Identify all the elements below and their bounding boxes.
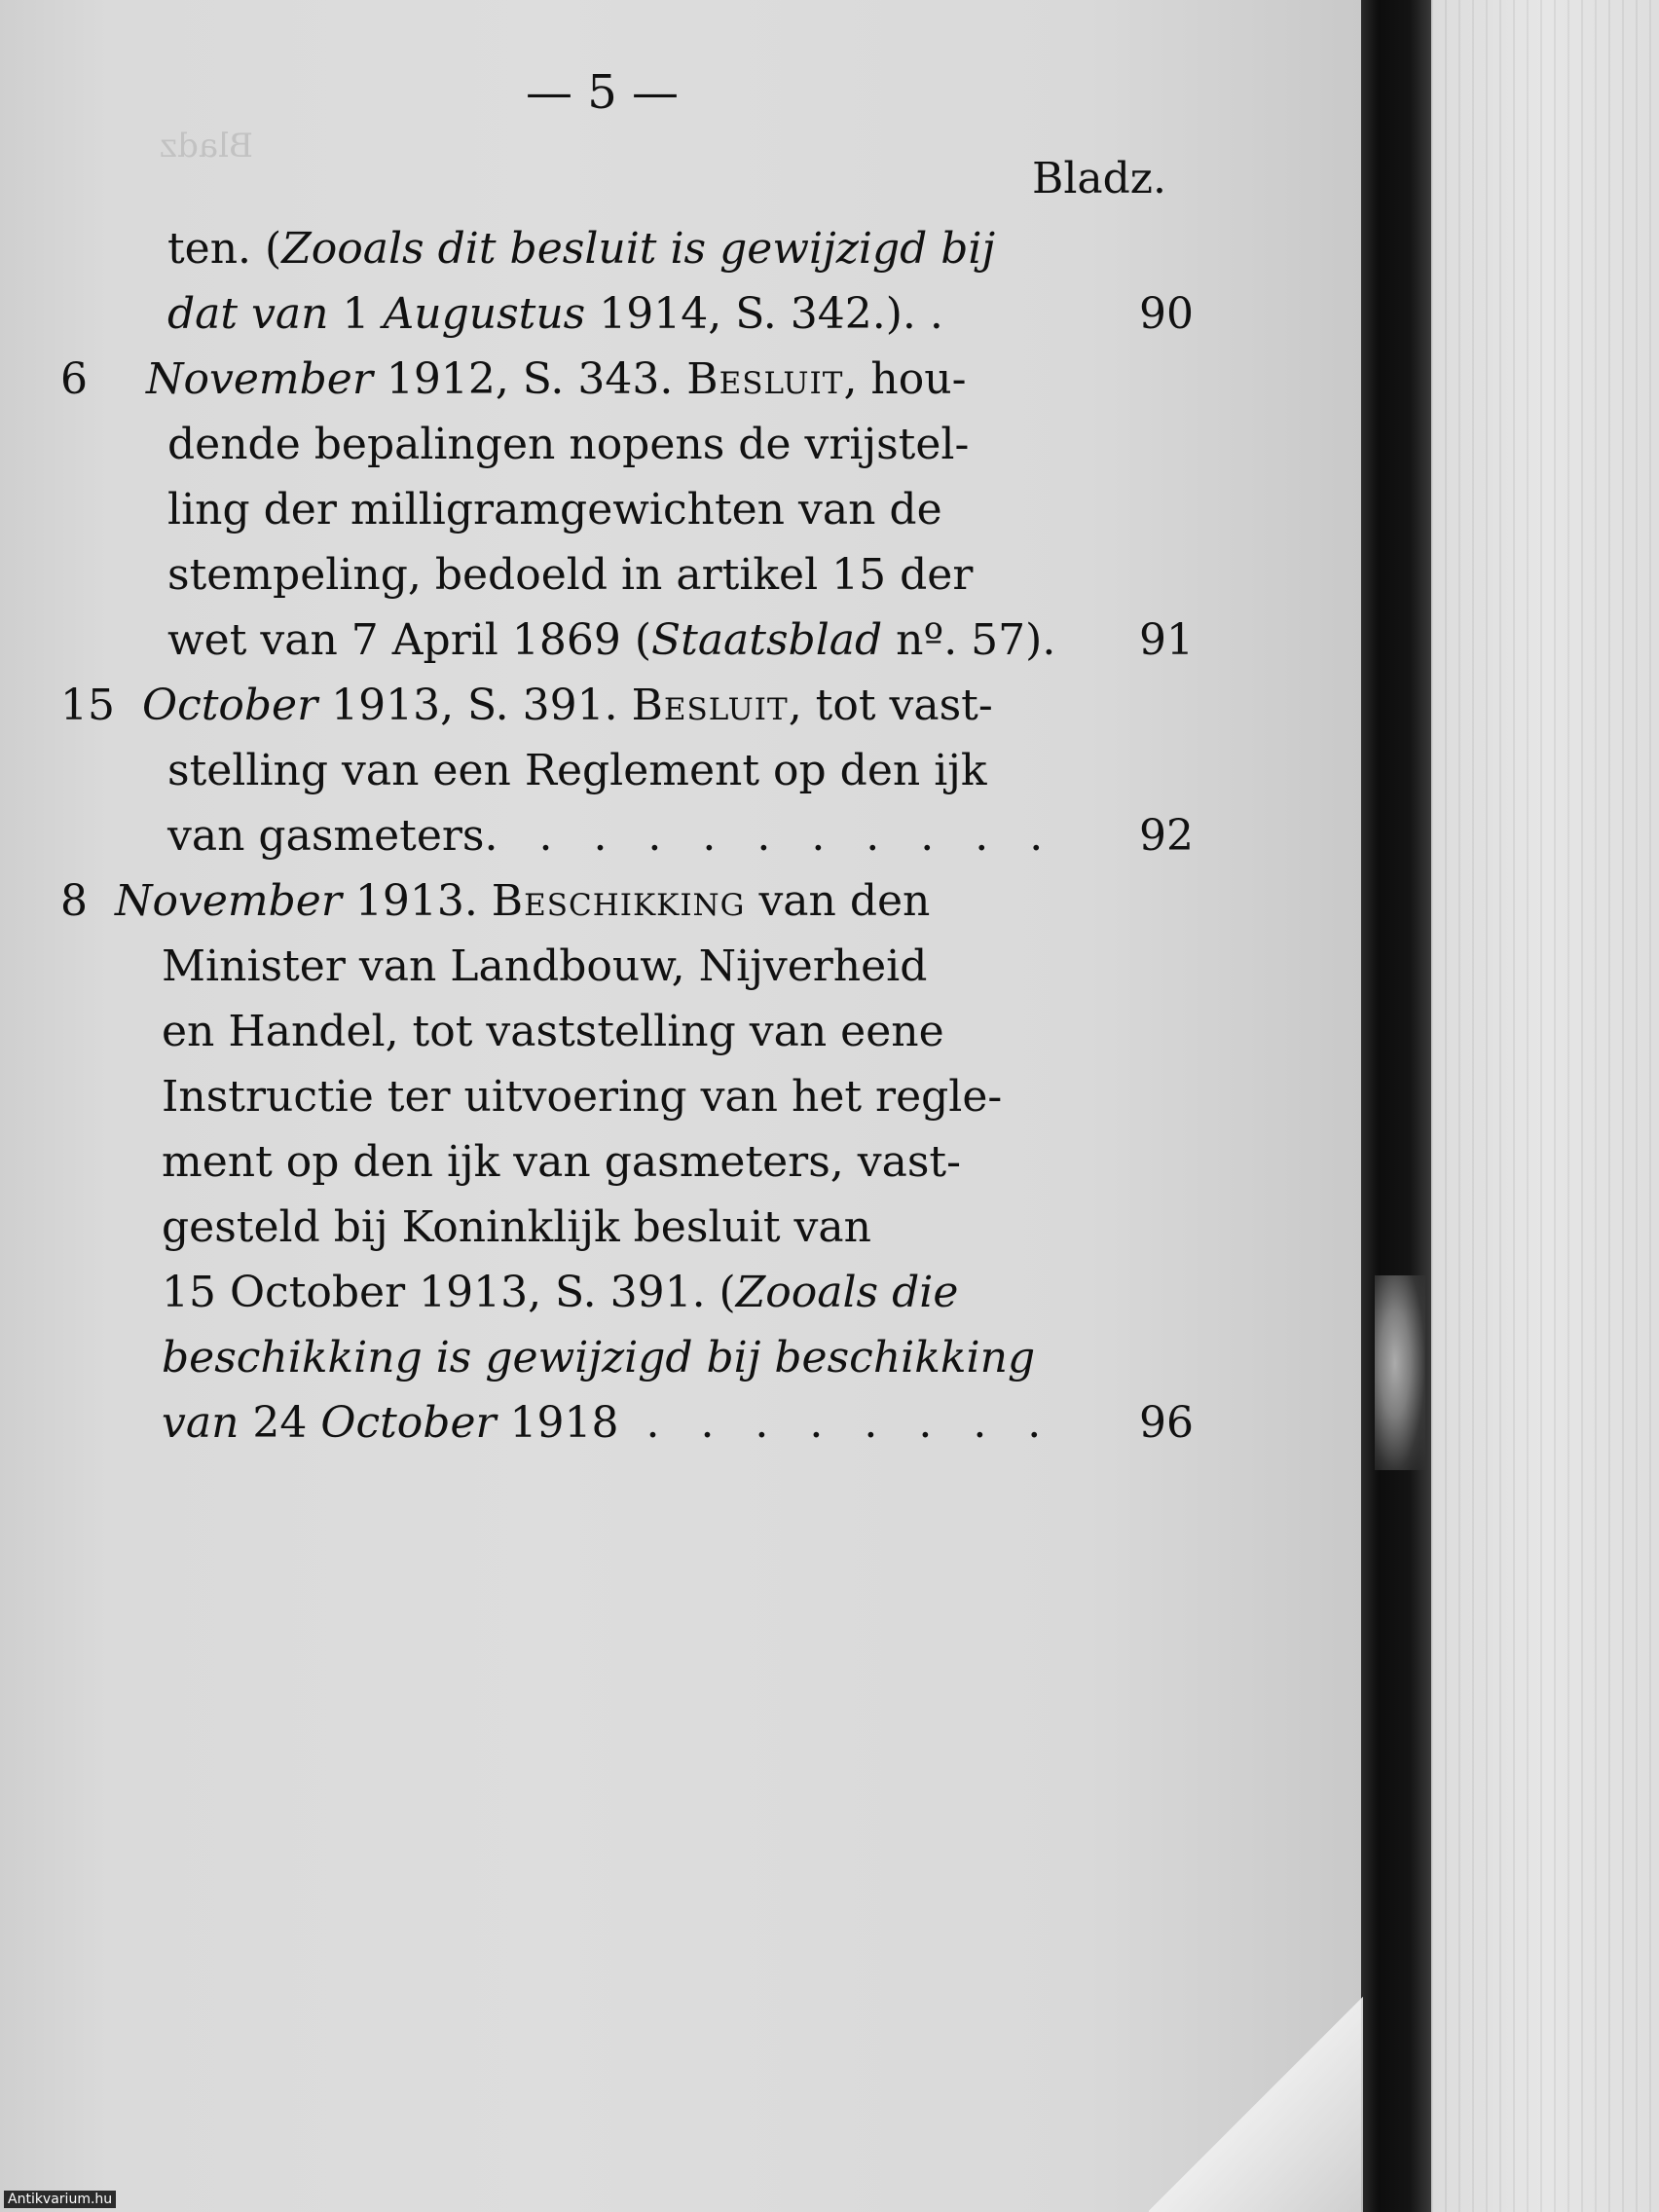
column-header-bladz: Bladz. <box>1032 154 1166 203</box>
entry-2-line-2: van gasmeters. . . . . . . . . . . <box>167 811 1057 861</box>
book-spine <box>1361 0 1431 2212</box>
entry-1-day: 6 <box>60 354 88 404</box>
entry-3-line-5: gesteld bij Koninklijk besluit van <box>162 1202 871 1252</box>
entry-3-line-6: 15 October 1913, S. 391. (Zooals die <box>162 1268 959 1317</box>
spine-tear <box>1375 1275 1425 1470</box>
entry-0-line-0: ten. (Zooals dit besluit is gewijzigd bij <box>167 224 996 274</box>
entry-1-page: 91 <box>1139 615 1194 665</box>
entry-3-line-2: en Handel, tot vaststelling van eene <box>162 1007 944 1056</box>
entry-1-line-2: ling der milligramgewichten van de <box>167 485 942 535</box>
entry-3-line-8: van 24 October 1918 . . . . . . . . <box>162 1398 1055 1448</box>
entry-3-line-7: beschikking is gewijzigd bij beschikking <box>162 1333 1036 1382</box>
entry-3-line-0: November 1913. Beschikking van den <box>115 876 931 926</box>
entry-2-line-0: October 1913, S. 391. Besluit, tot vast- <box>142 681 993 730</box>
entry-3-line-4: ment op den ijk van gasmeters, vast- <box>162 1137 961 1187</box>
entry-0-line-1: dat van 1 Augustus 1914, S. 342.). . <box>167 289 943 339</box>
watermark: Antikvarium.hu <box>4 2191 116 2208</box>
entry-3-line-3: Instructie ter uitvoering van het regle- <box>162 1072 1003 1122</box>
entry-1-line-1: dende bepalingen nopens de vrijstel- <box>167 420 970 469</box>
entry-2-line-1: stelling van een Reglement op den ijk <box>167 746 987 795</box>
entry-1-line-4: wet van 7 April 1869 (Staatsblad nº. 57). <box>167 615 1056 665</box>
entry-2-day: 15 <box>60 681 115 730</box>
entry-2-page: 92 <box>1139 811 1194 861</box>
entry-3-day: 8 <box>60 876 88 926</box>
wood-surface <box>1431 0 1659 2212</box>
page-number: — 5 — <box>526 65 680 120</box>
entry-1-line-0: November 1912, S. 343. Besluit, hou- <box>146 354 967 404</box>
page-corner-curl <box>1149 1996 1363 2212</box>
show-through-text: Bladz <box>160 127 253 166</box>
entry-1-line-3: stempeling, bedoeld in artikel 15 der <box>167 550 974 600</box>
entry-3-line-1: Minister van Landbouw, Nijverheid <box>162 941 928 991</box>
entry-0-page: 90 <box>1139 289 1194 339</box>
entry-3-page: 96 <box>1139 1398 1194 1448</box>
